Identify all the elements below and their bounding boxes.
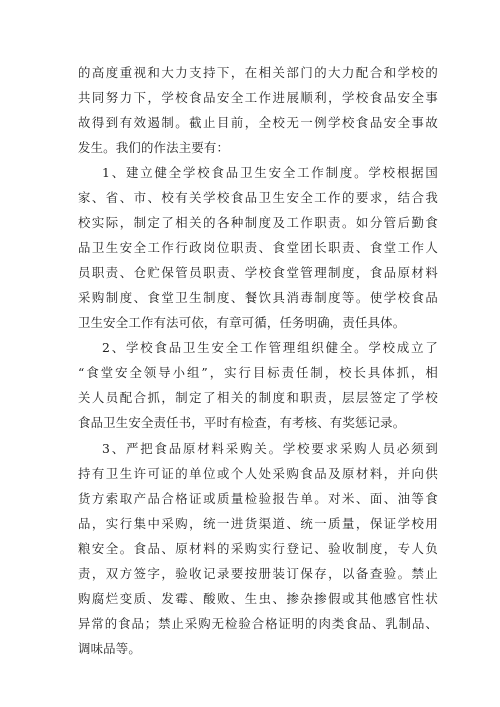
paragraph-line: 调味品等。 <box>78 641 141 656</box>
paragraph-line: 2、学校食品卫生安全工作管理组织健全。学校成立了 <box>102 340 438 355</box>
paragraph-line: 家、省、市、校有关学校食品卫生安全工作的要求，结合我 <box>78 190 438 205</box>
paragraph-line: 的高度重视和大力支持下，在相关部门的大力配合和学校的 <box>78 65 438 80</box>
paragraph-line: 责，双方签字，验收记录要按册装订保存，以备查验。禁止 <box>78 566 438 581</box>
paragraph-line: 员职责、仓贮保管员职责、学校食堂管理制度，食品原材料 <box>78 265 438 280</box>
paragraph-line: 采购制度、食堂卫生制度、餐饮具消毒制度等。使学校食品 <box>78 290 438 305</box>
paragraph-line: 校实际，制定了相关的各种制度及工作职责。如分管后勤食 <box>78 215 438 230</box>
paragraph-line: 异常的食品；禁止采购无检验合格证明的肉类食品、乳制品、 <box>78 616 438 631</box>
paragraph-line: 购腐烂变质、发霉、酸败、生虫、掺杂掺假或其他感官性状 <box>78 591 438 606</box>
paragraph-line: 1、建立健全学校食品卫生安全工作制度。学校根据国 <box>102 165 438 180</box>
paragraph-line: 发生。我们的作法主要有： <box>78 140 230 155</box>
paragraph-line: 3、严把食品原材料采购关。学校要求采购人员必须到 <box>102 441 438 456</box>
paragraph-line: 品，实行集中采购，统一进货渠道、统一质量，保证学校用 <box>78 516 438 531</box>
paragraph-line: 共同努力下，学校食品安全工作进展顺利，学校食品安全事 <box>78 90 438 105</box>
paragraph-line: 粮安全。食品、原材料的采购实行登记、验收制度，专人负 <box>78 541 438 556</box>
paragraph-line: 食品卫生安全责任书，平时有检查，有考核、有奖惩记录。 <box>78 415 406 430</box>
paragraph-line: 卫生安全工作有法可依，有章可循，任务明确，责任具体。 <box>78 315 406 330</box>
paragraph-line: 关人员配合抓，制定了相关的制度和职责，层层签定了学校 <box>78 390 438 405</box>
paragraph-line: 品卫生安全工作行政岗位职责、食堂团长职责、食堂工作人 <box>78 240 438 255</box>
paragraph-line: 货方索取产品合格证或质量检验报告单。对米、面、油等食 <box>78 491 438 506</box>
paragraph-line: 持有卫生许可证的单位或个人处采购食品及原材料，并向供 <box>78 466 438 481</box>
paragraph-line: “食堂安全领导小组”，实行目标责任制，校长具体抓，相 <box>78 365 438 380</box>
paragraph-line: 故得到有效遏制。截止目前，全校无一例学校食品安全事故 <box>78 115 438 130</box>
